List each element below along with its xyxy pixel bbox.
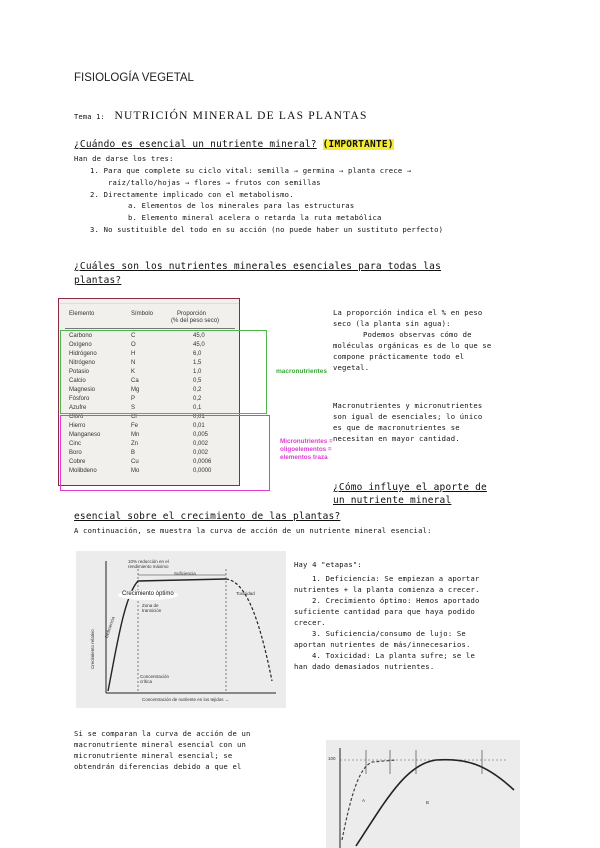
- stage-line: nutrientes + la planta comienza a crecer.: [294, 585, 480, 594]
- paragraph-line: es que de macronutrientes se: [333, 423, 460, 432]
- paragraph-line: Si se comparan la curva de acción de un: [74, 729, 251, 738]
- q1-item-1: 1. Para que complete su ciclo vital: semilla → germina → planta crece →: [90, 166, 412, 175]
- q1-heading: [74, 139, 394, 150]
- paragraph-line: Macronutrientes y micronutrientes: [333, 401, 483, 410]
- q1-item-3: 3. No sustituible del todo en su acción (no puede haber un sustituto perfecto): [90, 225, 444, 234]
- col-header-element: Elemento: [69, 311, 95, 317]
- cell-element: Fósforo: [69, 396, 90, 402]
- col-header-unit: (% del peso seco): [171, 318, 220, 324]
- paragraph-line: Podemos observas cómo de: [363, 330, 472, 339]
- cell-element: Oxígeno: [69, 342, 92, 348]
- paragraph-line: La proporción indica el % en peso: [333, 308, 483, 317]
- paragraph-line: compone prácticamente todo el: [333, 352, 465, 361]
- q2-heading-line1: ¿Cuáles son los nutrientes minerales esenciales para todas las: [74, 261, 442, 272]
- transition-label: [142, 603, 161, 613]
- macronutrients-box: [60, 330, 267, 414]
- table-header-row-2: [65, 318, 235, 326]
- macronutrients-label: macronutrientes: [276, 368, 327, 375]
- cell-symbol: Mg: [131, 387, 140, 393]
- graph-label-line: Concentración: [140, 674, 170, 679]
- stage-line: crecer.: [294, 618, 326, 627]
- curve-a-label: A: [362, 798, 366, 803]
- graph-label-line: 10% reducción en el: [128, 559, 169, 564]
- graph-label-line: rendimiento máximo: [128, 564, 169, 569]
- sufficiency-label: Suficiencia: [174, 571, 196, 576]
- cell-element: Boro: [69, 450, 82, 456]
- stage-line: 1. Deficiencia: Se empiezan a aportar: [312, 574, 480, 583]
- cell-element: Carbono: [69, 333, 93, 339]
- micro-label-line: elementos traza: [280, 454, 328, 461]
- cell-element: Cobre: [69, 459, 86, 465]
- cell-element: Azufre: [69, 405, 87, 411]
- reduction-label: [128, 559, 169, 569]
- micro-label-line: oligoelementos =: [280, 446, 332, 453]
- cell-symbol: O: [131, 342, 136, 348]
- stages-intro: Hay 4 "etapas":: [294, 560, 362, 569]
- paragraph-line: obtendrán diferencias debido a que el: [74, 762, 242, 771]
- cell-proportion: 0,002: [193, 441, 209, 447]
- cell-element: Molibdeno: [69, 468, 97, 474]
- cell-element: Magnesio: [69, 387, 96, 393]
- cell-element: Cloro: [69, 414, 84, 420]
- cell-symbol: Ca: [131, 378, 139, 384]
- optimal-label: Crecimiento óptimo: [122, 591, 174, 597]
- paragraph-line: necesitan en mayor cantidad.: [333, 434, 460, 443]
- cell-proportion: 0,0006: [193, 459, 212, 465]
- essential-paragraph: [333, 400, 482, 444]
- cell-proportion: 45,0: [193, 333, 205, 339]
- x-axis-label: Concentración de nutriente en los tejidos →: [142, 697, 230, 702]
- paragraph-line: macronutriente mineral esencial con un: [74, 740, 247, 749]
- curve-b: [356, 760, 514, 846]
- topic-prefix: Tema 1:: [74, 113, 105, 121]
- stages-list: [294, 573, 480, 672]
- q1-intro: Han de darse los tres:: [74, 154, 174, 163]
- cell-proportion: 0,2: [193, 396, 202, 402]
- y-axis-label: Crecimiento relativo: [90, 629, 95, 669]
- q1-item-2b: b. Elemento mineral acelera o retarda la ruta metabólica: [128, 213, 382, 222]
- cell-symbol: Zn: [131, 441, 139, 447]
- q3-intro: A continuación, se muestra la curva de acción de un nutriente mineral esencial:: [74, 526, 432, 535]
- cell-proportion: 0,005: [193, 432, 209, 438]
- q3-heading-line1: ¿Cómo influye el aporte de: [333, 482, 487, 493]
- cell-proportion: 0,0000: [193, 468, 212, 474]
- topic-title: [74, 104, 368, 123]
- cell-proportion: 0,2: [193, 387, 202, 393]
- cell-proportion: 45,0: [193, 342, 205, 348]
- paragraph-line: son igual de esenciales; lo único: [333, 412, 483, 421]
- cell-element: Calcio: [69, 378, 86, 384]
- q3-heading-line2: un nutriente mineral: [333, 495, 452, 506]
- cell-symbol: C: [131, 333, 136, 339]
- header-rule: [65, 328, 235, 329]
- q3-heading-line3: esencial sobre el crecimiento de las plantas?: [74, 511, 341, 522]
- graph-label-line: crítica: [140, 679, 153, 684]
- cell-element: Nitrógeno: [69, 360, 96, 366]
- critical-label: [140, 674, 169, 684]
- cell-symbol: H: [131, 351, 136, 357]
- cell-proportion: 1,5: [193, 360, 202, 366]
- micronutrients-box: [60, 415, 270, 491]
- cell-symbol: P: [131, 396, 136, 402]
- curve-a: [342, 760, 396, 840]
- stage-line: 4. Toxicidad: La planta sufre; se le: [312, 651, 475, 660]
- cell-proportion: 0,1: [193, 405, 202, 411]
- cell-element: Cinc: [69, 441, 82, 447]
- stage-line: 2. Crecimiento óptimo: Hemos aportado: [312, 596, 480, 605]
- micronutrients-label: [280, 438, 333, 462]
- compare-paragraph: [74, 728, 251, 772]
- paragraph-line: seco (la planta sin agua):: [333, 319, 451, 328]
- curve-b-label: B: [426, 800, 430, 805]
- deficiency-label: Deficiencia: [104, 616, 116, 639]
- cell-proportion: 0,01: [193, 423, 205, 429]
- cell-proportion: 0,01: [193, 414, 205, 420]
- q1-item-1-cont: raíz/tallo/hojas → flores → frutos con semillas: [108, 178, 321, 187]
- stage-line: suficiente cantidad para que haya podido: [294, 607, 476, 616]
- label-100: 100: [328, 756, 336, 761]
- cell-proportion: 6,0: [193, 351, 202, 357]
- topic-name: NUTRICIÓN MINERAL DE LAS PLANTAS: [114, 110, 368, 122]
- important-badge: (IMPORTANTE): [322, 139, 394, 150]
- growth-curve-graph: [76, 551, 286, 708]
- cell-symbol: Mn: [131, 432, 140, 438]
- cell-proportion: 0,5: [193, 378, 202, 384]
- proportion-paragraph: [333, 307, 491, 373]
- micro-label-line: Micronutrientes =: [280, 438, 333, 445]
- cell-symbol: S: [131, 405, 136, 411]
- comparison-graph: [326, 740, 520, 848]
- paragraph-line: vegetal.: [333, 363, 370, 372]
- cell-element: Manganeso: [69, 432, 101, 438]
- toxicity-label: Toxicidad: [236, 591, 255, 596]
- cell-symbol: B: [131, 450, 136, 456]
- stage-line: 3. Suficiencia/consumo de lujo: Se: [312, 629, 466, 638]
- cell-symbol: Mo: [131, 468, 140, 474]
- q1-item-2a: a. Elementos de los minerales para las estructuras: [128, 201, 355, 210]
- paragraph-line: micronutriente mineral esencial; se: [74, 751, 233, 760]
- q2-heading-line2: plantas?: [74, 275, 122, 286]
- q1-heading-text: ¿Cuándo es esencial un nutriente mineral?: [74, 139, 317, 150]
- cell-symbol: Cu: [131, 459, 139, 465]
- subject-title: FISIOLOGÍA VEGETAL: [74, 72, 194, 84]
- cell-symbol: Fe: [131, 423, 139, 429]
- paragraph-line: moléculas orgánicas es de lo que se: [333, 341, 492, 350]
- cell-element: Potasio: [69, 369, 90, 375]
- col-header-symbol: Símbolo: [131, 311, 154, 317]
- stage-line: aportan nutrientes de más/innecesarios.: [294, 640, 471, 649]
- cell-element: Hidrógeno: [69, 351, 97, 357]
- graph-label-line: Zona de: [142, 603, 159, 608]
- cell-symbol: Cl: [131, 414, 137, 420]
- graph-label-line: transición: [142, 608, 162, 613]
- cell-proportion: 1,0: [193, 369, 202, 375]
- table-divider: [59, 303, 239, 304]
- cell-element: Hierro: [69, 423, 86, 429]
- cell-proportion: 0,002: [193, 450, 209, 456]
- q1-item-2: 2. Directamente implicado con el metabolismo.: [90, 190, 294, 199]
- cell-symbol: N: [131, 360, 136, 366]
- comparison-graph-svg: [326, 740, 520, 848]
- cell-symbol: K: [131, 369, 136, 375]
- col-header-proportion: Proporción: [177, 311, 207, 317]
- stage-line: han dado demasiados nutrientes.: [294, 662, 435, 671]
